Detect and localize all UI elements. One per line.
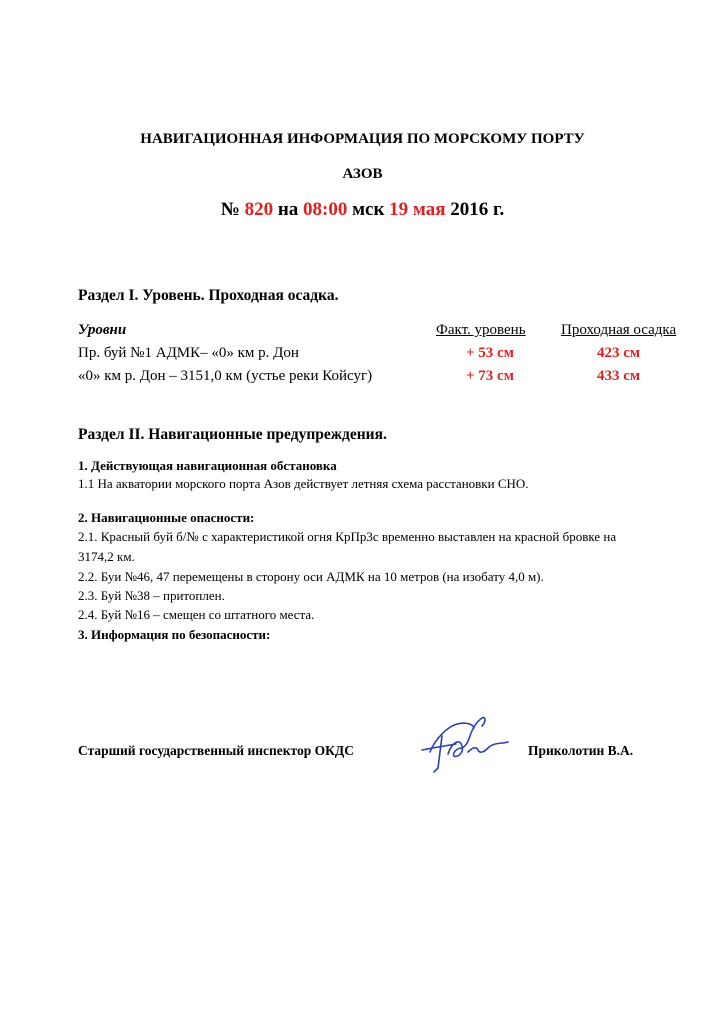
subsection-2-item-1: 2.1. Красный буй б/№ с характеристикой огня КрПр3с временно выставлен на красной бровке на	[78, 529, 617, 544]
section-1-title: Раздел I. Уровень. Проходная осадка.	[78, 287, 339, 304]
report-number: 820	[244, 199, 274, 220]
document-title: НАВИГАЦИОННАЯ ИНФОРМАЦИЯ ПО МОРСКОМУ ПОРТУ	[140, 131, 585, 147]
subsection-1-item-1: 1.1 На акватории морского порта Азов действует летняя схема расстановки СНО.	[78, 476, 529, 491]
level-row-2-draft: 433 см	[597, 368, 641, 384]
signer-position: Старший государственный инспектор ОКДС	[78, 743, 354, 758]
report-number-line	[0, 199, 725, 221]
report-time: 08:00	[303, 199, 348, 220]
report-date: 19 мая	[389, 199, 446, 220]
subsection-2-item-3: 2.3. Буй №38 – притоплен.	[78, 588, 225, 603]
number-sign: №	[220, 199, 240, 220]
level-row-1-draft: 423 см	[597, 345, 641, 361]
subsection-1-title: 1. Действующая навигационная обстановка	[78, 458, 337, 473]
report-year: 2016 г.	[450, 199, 505, 220]
subsection-2-item-1-cont: 3174,2 км.	[78, 549, 135, 564]
subsection-2-item-2: 2.2. Буи №46, 47 перемещены в сторону оси АДМК на 10 метров (на изобату 4,0 м).	[78, 569, 544, 584]
timezone: мск	[352, 199, 385, 220]
col-header-draft: Проходная осадка	[561, 322, 677, 338]
level-row-1-fact: + 53 см	[466, 345, 514, 361]
col-header-levels: Уровни	[78, 322, 127, 338]
at-word: на	[277, 199, 299, 220]
signer-name: Приколотин В.А.	[528, 743, 634, 758]
handwritten-signature	[412, 712, 512, 774]
level-row-1-label: Пр. буй №1 АДМК– «0» км р. Дон	[78, 345, 299, 361]
level-row-2-label: «0» км р. Дон – 3151,0 км (устье реки Койсуг)	[78, 368, 373, 384]
subsection-3-title: 3. Информация по безопасности:	[78, 627, 271, 642]
subsection-2-title: 2. Навигационные опасности:	[78, 510, 255, 525]
section-2-title: Раздел II. Навигационные предупреждения.	[78, 426, 387, 443]
col-header-fact-level: Факт. уровень	[436, 322, 526, 338]
level-row-2-fact: + 73 см	[466, 368, 514, 384]
subsection-2-item-4: 2.4. Буй №16 – смещен со штатного места.	[78, 607, 315, 622]
port-name: АЗОВ	[342, 166, 383, 182]
